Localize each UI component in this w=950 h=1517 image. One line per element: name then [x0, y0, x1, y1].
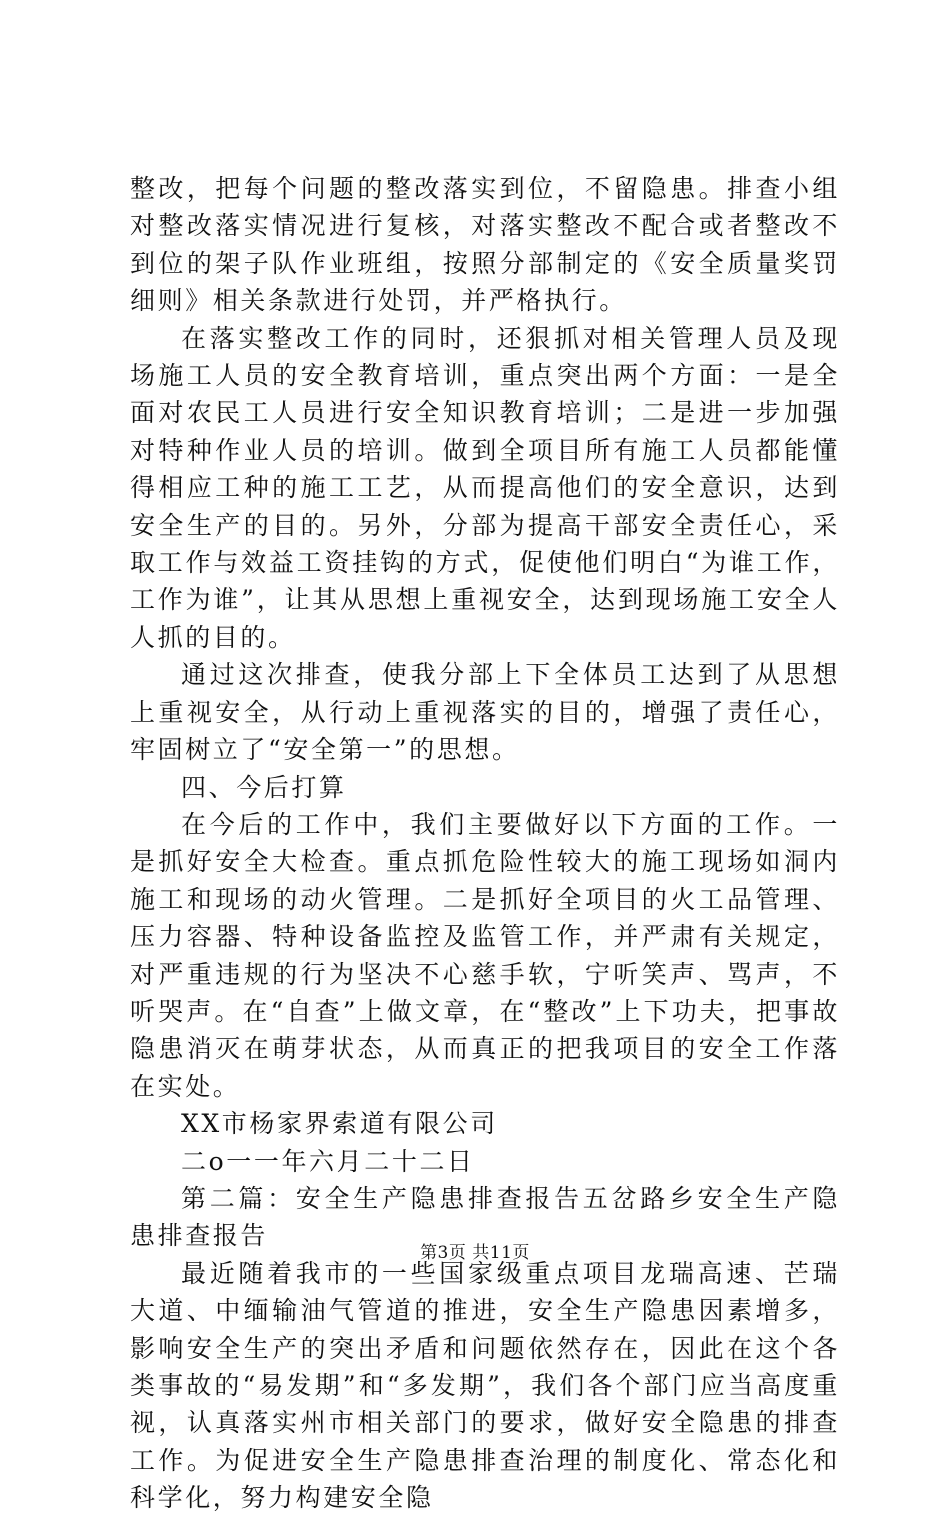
paragraph-inspection-result: 通过这次排查，使我分部上下全体员工达到了从思想上重视安全，从行动上重视落实的目的，增强了责任心，牢固树立了“安全第一”的思想。: [130, 660, 840, 765]
paragraph-article-two-intro: 最近随着我市的一些国家级重点项目龙瑞高速、芒瑞大道、中缅输油气管道的推进，安全生产隐患因素增多，影响安全生产的突出矛盾和问题依然存在，因此在这个各类事故的“易发期”和“多发期”，我们各个部门应当高度重视，认真落实州市相关部门的要求，做好安全隐患的排查工作。为促进安全生产隐患排查治理的制度化、常态化和科学化，努力构建安全隐: [130, 1258, 840, 1513]
paragraph-safety-training: 在落实整改工作的同时，还狠抓对相关管理人员及现场施工人员的安全教育培训，重点突出两个方面：一是全面对农民工人员进行安全知识教育培训；二是进一步加强对特种作业人员的培训。做到全项目所有施工人员都能懂得相应工种的施工工艺，从而提高他们的安全意识，达到安全生产的目的。另外，分部为提高干部安全责任心，采取工作与效益工资挂钩的方式，促使他们明白“为谁工作，工作为谁”，让其从思想上重视安全，达到现场施工安全人人抓的目的。: [130, 323, 840, 652]
signature-date: 二o一一年六月二十二日: [181, 1146, 475, 1176]
article-two-title: 第二篇：安全生产隐患排查报告五岔路乡安全生产隐患排查报告: [130, 1183, 840, 1251]
page-number-footer: 第3页 共11页: [420, 1243, 530, 1263]
paragraph-rectification-continuation: 整改，把每个问题的整改落实到位，不留隐患。排查小组对整改落实情况进行复核，对落实整改不配合或者整改不到位的架子队作业班组，按照分部制定的《安全质量奖罚细则》相关条款进行处罚，并严格执行。: [130, 174, 840, 316]
section-heading-future-plans: 四、今后打算: [181, 772, 347, 802]
paragraph-future-work: 在今后的工作中，我们主要做好以下方面的工作。一是抓好安全大检查。重点抓危险性较大的施工现场如洞内施工和现场的动火管理。二是抓好全项目的火工品管理、压力容器、特种设备监控及监管工作，并严肃有关规定，对严重违规的行为坚决不心慈手软，宁听笑声、骂声，不听哭声。在“自查”上做文章，在“整改”上下功夫，把事故隐患消灭在萌芽状态，从而真正的把我项目的安全工作落在实处。: [130, 809, 840, 1101]
document-body: [130, 170, 840, 1517]
signature-company-name: XX市杨家界索道有限公司: [181, 1109, 498, 1139]
